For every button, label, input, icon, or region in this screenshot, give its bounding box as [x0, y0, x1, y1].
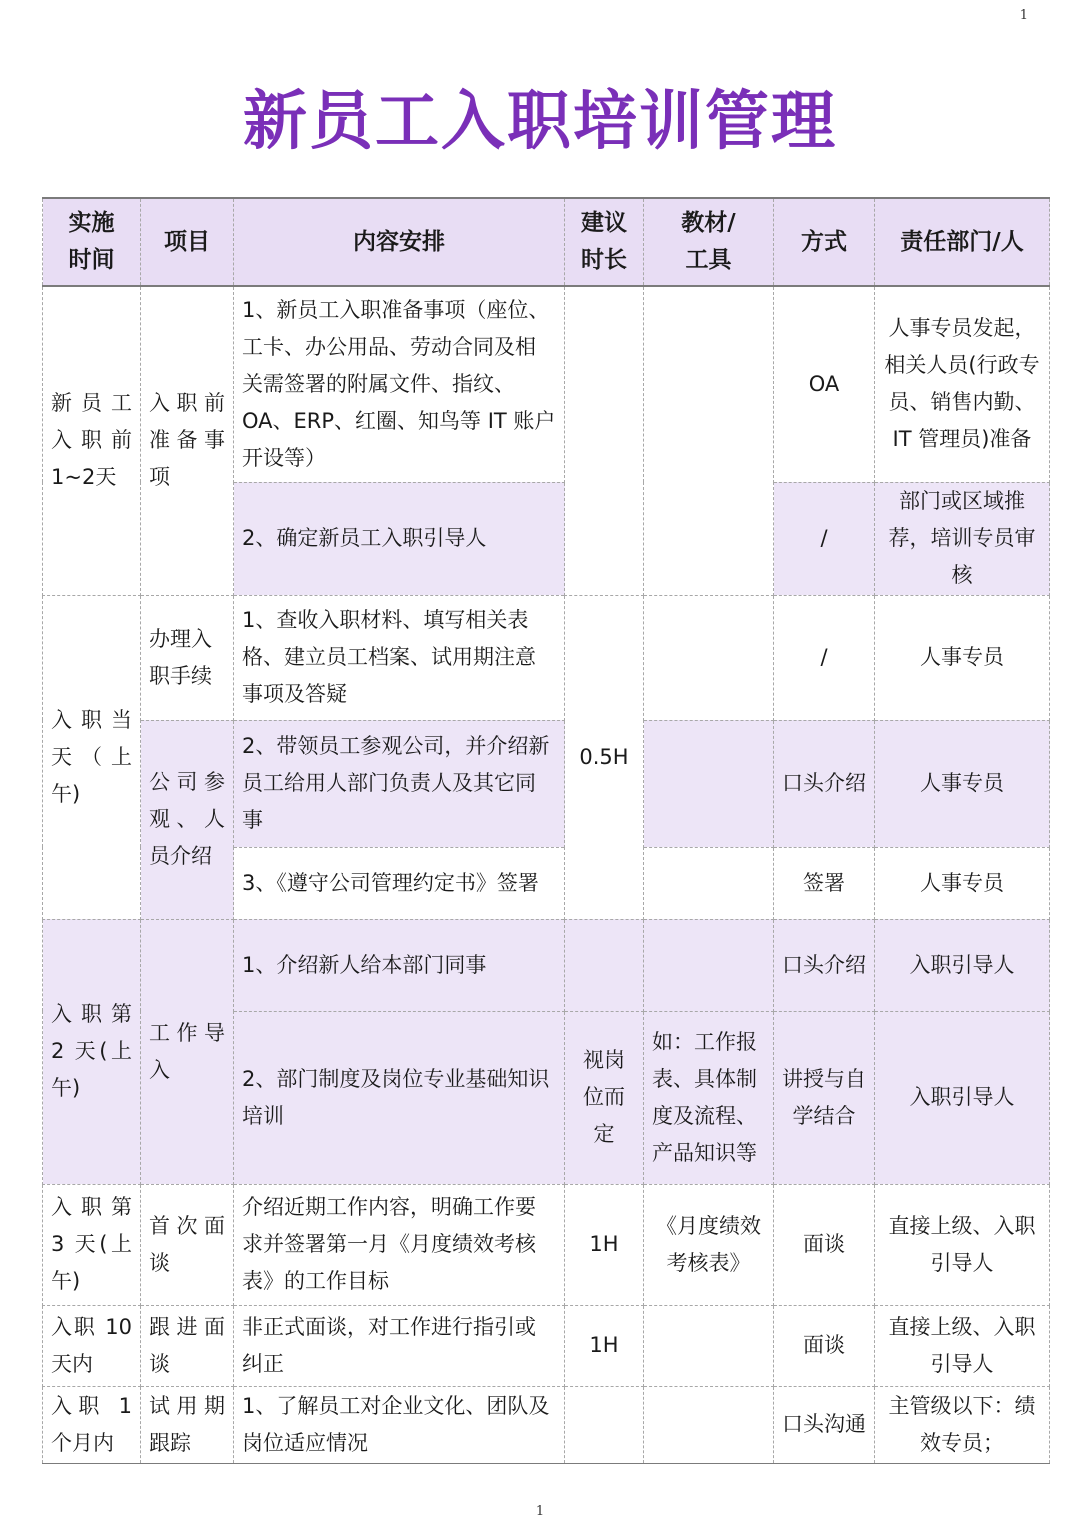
header-method: 方式 — [774, 198, 875, 286]
cell-time: 入职第 2 天(上午) — [43, 919, 141, 1184]
cell-time: 入职当天（上午) — [43, 595, 141, 919]
cell-item: 工作导入 — [141, 919, 234, 1184]
cell-owner: 部门或区域推荐，培训专员审核 — [875, 482, 1050, 595]
cell-method: 口头沟通 — [774, 1386, 875, 1463]
cell-method: 面谈 — [774, 1184, 875, 1305]
table-row — [43, 1386, 1050, 1463]
cell-duration — [565, 1386, 644, 1463]
cell-materials: 如：工作报表、具体制度及流程、产品知识等 — [644, 1011, 774, 1184]
cell-materials — [644, 595, 774, 720]
header-time: 实施 时间 — [43, 198, 141, 286]
cell-owner: 人事专员 — [875, 595, 1050, 720]
cell-owner: 直接上级、入职引导人 — [875, 1184, 1050, 1305]
cell-owner: 入职引导人 — [875, 1011, 1050, 1184]
cell-content: 1、查收入职材料、填写相关表格、建立员工档案、试用期注意事项及答疑 — [234, 595, 565, 720]
cell-duration: 视岗位而定 — [565, 1011, 644, 1184]
cell-content: 非正式面谈，对工作进行指引或纠正 — [234, 1305, 565, 1386]
cell-method: 讲授与自学结合 — [774, 1011, 875, 1184]
cell-time: 新员工入职前1~2天 — [43, 286, 141, 595]
cell-method: / — [774, 595, 875, 720]
cell-content: 1、新员工入职准备事项（座位、工卡、办公用品、劳动合同及相关需签署的附属文件、指纹、OA、ERP、红圈、知鸟等 IT 账户开设等） — [234, 286, 565, 482]
cell-owner: 主管级以下：绩效专员； — [875, 1386, 1050, 1463]
cell-duration — [565, 919, 644, 1011]
cell-item: 入职前准备事项 — [141, 286, 234, 595]
table-row — [43, 720, 1050, 847]
cell-item: 试用期跟踪 — [141, 1386, 234, 1463]
table-header-row — [43, 198, 1050, 286]
cell-time: 入职 1 个月内 — [43, 1386, 141, 1463]
header-content: 内容安排 — [234, 198, 565, 286]
header-duration: 建议 时长 — [565, 198, 644, 286]
page-number-bottom: 1 — [535, 1504, 545, 1519]
cell-owner: 入职引导人 — [875, 919, 1050, 1011]
cell-content: 1、了解员工对企业文化、团队及岗位适应情况 — [234, 1386, 565, 1463]
cell-content: 2、部门制度及岗位专业基础知识培训 — [234, 1011, 565, 1184]
cell-materials: 《月度绩效考核表》 — [644, 1184, 774, 1305]
table-row — [43, 1184, 1050, 1305]
cell-materials — [644, 847, 774, 919]
cell-duration: 1H — [565, 1184, 644, 1305]
cell-owner: 人事专员 — [875, 720, 1050, 847]
cell-content: 2、确定新员工入职引导人 — [234, 482, 565, 595]
header-item: 项目 — [141, 198, 234, 286]
table-row — [43, 1305, 1050, 1386]
table-row — [43, 286, 1050, 482]
document-title: 新员工入职培训管理 — [243, 85, 837, 159]
cell-time: 入职 10 天内 — [43, 1305, 141, 1386]
header-owner: 责任部门/人 — [875, 198, 1050, 286]
cell-materials — [644, 1305, 774, 1386]
cell-method: / — [774, 482, 875, 595]
cell-duration: 0.5H — [565, 595, 644, 919]
table-row — [43, 595, 1050, 720]
cell-content: 1、介绍新人给本部门同事 — [234, 919, 565, 1011]
cell-method: 口头介绍 — [774, 720, 875, 847]
cell-item: 跟进面谈 — [141, 1305, 234, 1386]
cell-item: 办理入职手续 — [141, 595, 234, 720]
cell-materials — [644, 720, 774, 847]
cell-method: OA — [774, 286, 875, 482]
page-number-top: 1 — [1019, 8, 1028, 23]
cell-owner: 人事专员发起，相关人员(行政专员、销售内勤、IT 管理员)准备 — [875, 286, 1050, 482]
training-schedule-table — [42, 197, 1050, 1464]
cell-content: 介绍近期工作内容，明确工作要求并签署第一月《月度绩效考核表》的工作目标 — [234, 1184, 565, 1305]
cell-item: 首次面谈 — [141, 1184, 234, 1305]
header-materials: 教材/ 工具 — [644, 198, 774, 286]
cell-method: 面谈 — [774, 1305, 875, 1386]
cell-materials — [644, 919, 774, 1011]
cell-content: 3、《遵守公司管理约定书》签署 — [234, 847, 565, 919]
cell-duration: 1H — [565, 1305, 644, 1386]
cell-method: 签署 — [774, 847, 875, 919]
table-row — [43, 919, 1050, 1011]
cell-duration — [565, 286, 644, 595]
cell-content: 2、带领员工参观公司，并介绍新员工给用人部门负责人及其它同事 — [234, 720, 565, 847]
cell-time: 入职第 3 天(上午) — [43, 1184, 141, 1305]
cell-owner: 人事专员 — [875, 847, 1050, 919]
cell-item: 公司参观、人员介绍 — [141, 720, 234, 919]
cell-materials — [644, 286, 774, 595]
cell-materials — [644, 1386, 774, 1463]
cell-method: 口头介绍 — [774, 919, 875, 1011]
cell-owner: 直接上级、入职引导人 — [875, 1305, 1050, 1386]
